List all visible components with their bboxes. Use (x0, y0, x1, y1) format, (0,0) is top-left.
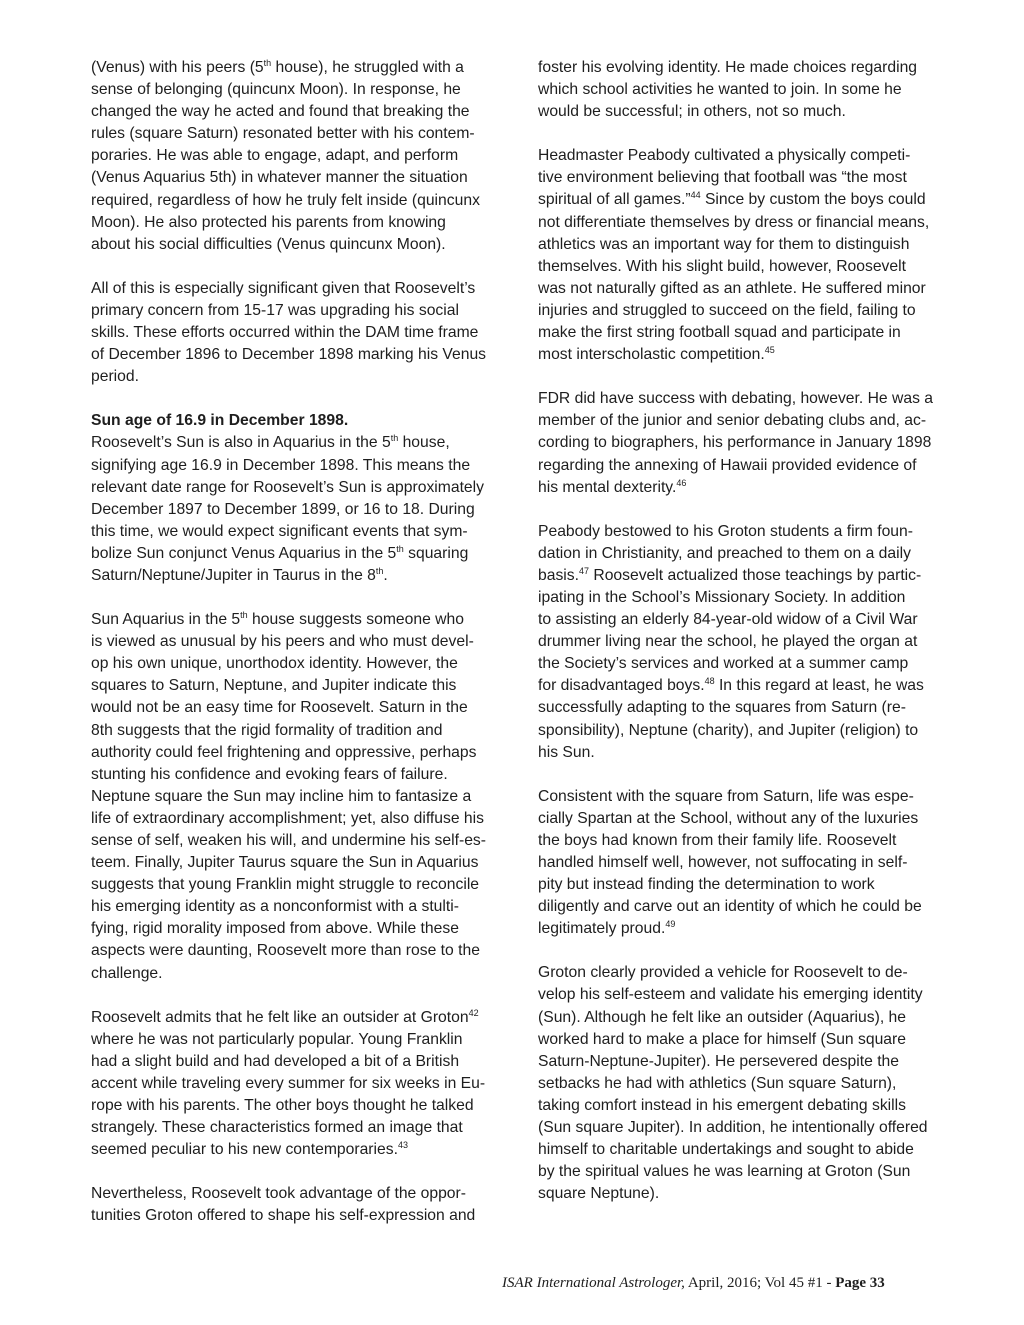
paragraph: Peabody bestowed to his Groton students a firm foun- dation in Christianity, and preached to them on a daily basis.$^{47}$ Roosevelt actualized those teachings by partic- ipating in the School’s Missionary Society. In addition to assisting an elderly 84-year-old widow of a Civil War drummer living near the school, he played the organ at the Society’s services and worked at a summer camp for disadvantaged boys.$^{48}$ In this regard at least, he was successfully adapting to the squares from Saturn (re- sponsibility), Neptune (charity), and Jupiter (religion) to his Sun. (538, 522, 924, 761)
paragraph: Groton clearly provided a vehicle for Roosevelt to de- velop his self-esteem and validate his emerging identity (Sun). Although he felt like an outsider (Aquarius), he worked hard to make a place for himself (Sun square Saturn-Neptune-Jupiter). He persevered despite the setbacks he had with athletics (Sun square Saturn), taking comfort instead in his emergent debating skills (Sun square Jupiter). In addition, he intentionally offered himself to charitable undertakings and sought to abide by the spiritual values he was learning at Groton (Sun square Neptune). (538, 964, 928, 1203)
footnote-ref: 45 (764, 345, 775, 356)
footnote-ref: 48 (704, 676, 715, 687)
journal-title: ISAR International Astrologer, (502, 1275, 685, 1291)
paragraph: All of this is especially significant given that Roosevelt’s primary concern from 15-17 was upgrading his social skills. These efforts occurred within the DAM time frame of December 1896 to December 1898 marking his Venus period. (91, 279, 487, 386)
footnote-ref: 42 (468, 1007, 479, 1018)
section-heading: Sun age of 16.9 in December 1898. (91, 412, 349, 430)
paragraph: (Venus) with his peers (5th house), he struggled with a sense of belonging (quincunx Moon). In response, he changed the way he acted and found that breaking the rules (square Saturn) resonated better with his contem- poraries. He was able to engage, adapt, and perform (Venus Aquarius 5th) in whatever manner the situation required, regardless of how he truly felt inside (quincunx Moon). He also protected his parents from knowing about his social difficulties (Venus quincunx Moon). (91, 58, 480, 253)
issue-info: April, 2016; Vol 45 #1 - (684, 1275, 836, 1291)
footnote-ref: 46 (676, 477, 687, 488)
page-footer (502, 1275, 922, 1292)
left-column (91, 57, 519, 1228)
paragraph: Consistent with the square from Saturn, life was espe- cially Spartan at the School, without any of the luxuries the boys had known from their family life. Roosevelt handled himself well, however, not suffocating in self- pity but instead finding the determination to work diligently and carve out an identity of which he could be legitimately proud.$^{49}$ (538, 787, 922, 938)
paragraph: Roosevelt’s Sun is also in Aquarius in the 5th house, signifying age 16.9 in December 1898. This means the relevant date range for Roosevelt’s Sun is approximately December 1897 to December 1899, or 16 to 18. During this time, we would expect significant events that sym- bolize Sun conjunct Venus Aquarius in the 5th squaring Saturn/Neptune/Jupiter in Taurus in the 8th. (91, 433, 484, 584)
footnote-ref: 49 (665, 919, 676, 930)
right-column (538, 57, 966, 1205)
paragraph: Nevertheless, Roosevelt took advantage of the oppor- tunities Groton offered to shape his self-expression and (91, 1185, 476, 1225)
paragraph: Headmaster Peabody cultivated a physically competi- tive environment believing that football was “the most spiritual of all games.”$^{44}$ Since by custom the boys could not differentiate themselves by dress or financial means, athletics was an important way for them to distinguish themselves. With his slight build, however, Roosevelt was not naturally gifted as an athlete. He suffered minor injuries and struggled to succeed on the field, failing to make the first string football squad and participate in most interscholastic competition.$^{45}$ (538, 147, 930, 364)
paragraph: Roosevelt admits that he felt like an outsider at Groton$^{42}$ where he was not particularly popular. Young Franklin had a slight build and had developed a bit of a British accent while traveling every summer for six weeks in Eu- rope with his parents. The other boys thought he talked strangely. These characteristics formed an image that seemed peculiar to his new contemporaries.$^{43}$ (91, 1007, 486, 1159)
paragraph: Sun Aquarius in the 5th house suggests someone who is viewed as unusual by his peers and who must devel- op his own unique, unorthodox identity. However, the squares to Saturn, Neptune, and Jupiter indicate this would not be an easy time for Roosevelt. Saturn in the 8th suggests that the rigid formality of tradition and authority could feel frightening and oppressive, perhaps stunting his confidence and evoking fears of failure. Neptune square the Sun may incline him to fantasize a life of extraordinary accomplishment; yet, also diffuse his sense of self, weaken his will, and undermine his self-es- teem. Finally, Jupiter Taurus square the Sun in Aquarius suggests that young Franklin might struggle to reconcile his emerging identity as a nonconformist with a stulti- fying, rigid morality imposed from above. While these aspects were daunting, Roosevelt more than rose to the challenge. (91, 610, 486, 982)
paragraph: FDR did have success with debating, however. He was a member of the junior and senior debating clubs and, ac- cording to biographers, his performance in January 1898 regarding the annexing of Hawaii provided evidence of his mental dexterity.$^{46}$ (538, 390, 933, 496)
footnote-ref: 43 (397, 1140, 408, 1151)
paragraph: foster his evolving identity. He made choices regarding which school activities he wanted to join. In some he would be successful; in others, not so much. (538, 59, 918, 121)
page-number: Page 33 (835, 1275, 885, 1291)
footnote-ref: 47 (578, 565, 589, 576)
footnote-ref: 44 (690, 190, 701, 201)
